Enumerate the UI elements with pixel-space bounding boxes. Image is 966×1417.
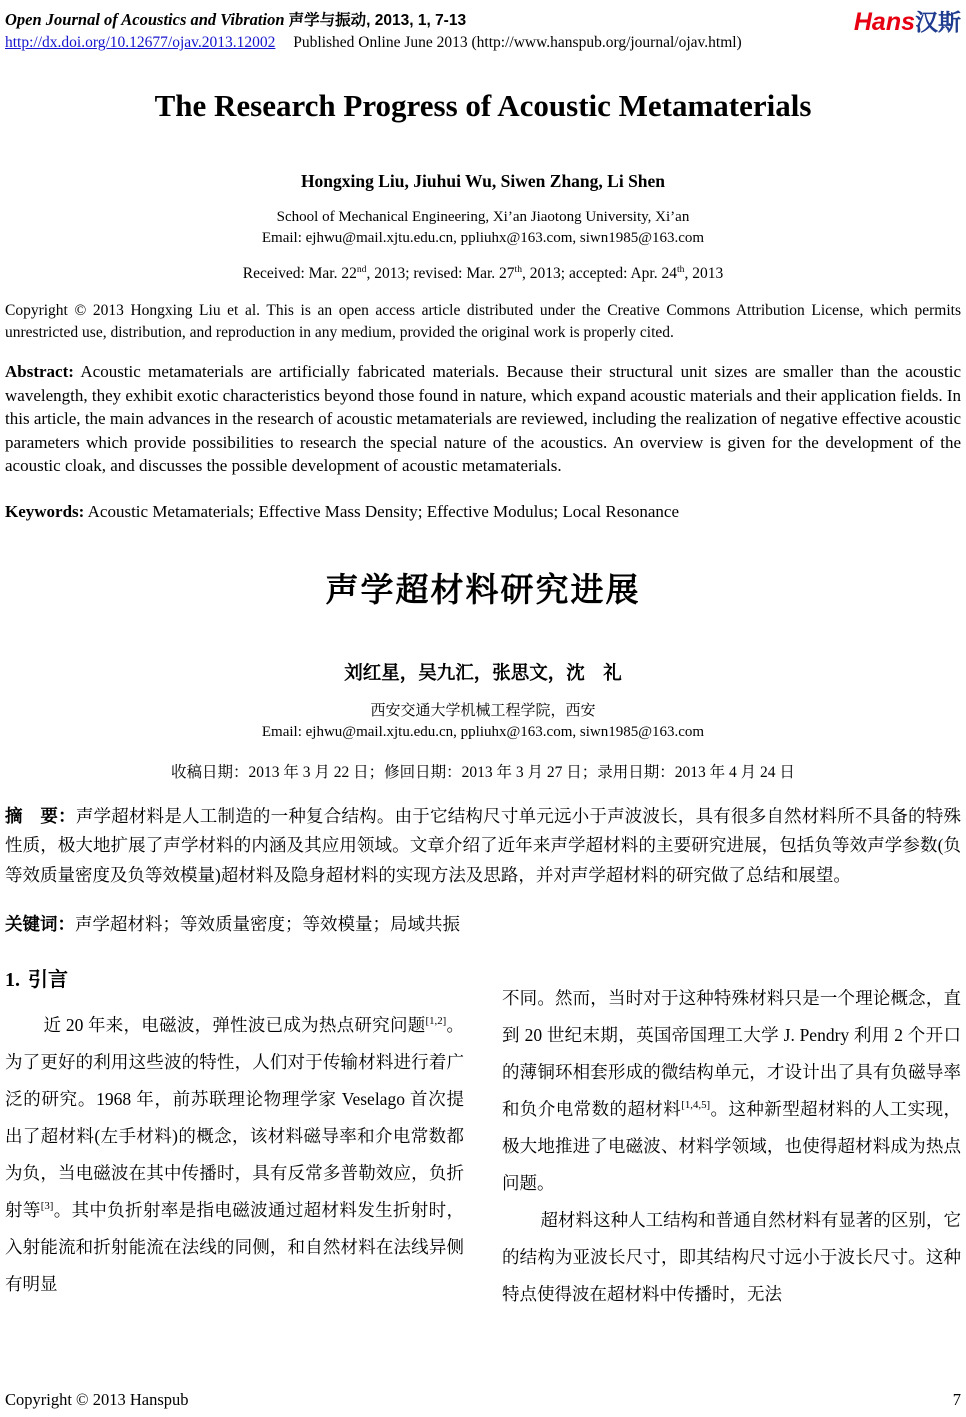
affiliation-en: School of Mechanical Engineering, Xi’an Jiaotong University, Xi’an bbox=[276, 209, 690, 225]
section-1-number: 1. bbox=[5, 969, 20, 992]
left-column bbox=[5, 963, 464, 1313]
journal-line bbox=[5, 8, 742, 30]
received-dates-en: Received: Mar. 22nd, 2013; revised: Mar. 27th, 2013; accepted: Apr. 24th, 2013 bbox=[242, 263, 724, 282]
affiliation-block-cn bbox=[5, 701, 961, 744]
email-line-cn: Email: ejhwu@mail.xjtu.edu.cn, ppliuhx@163.com, siwn1985@163.com bbox=[261, 724, 705, 741]
abstract-text-cn: 声学超材料是人工制造的一种复合结构。由于它结构尺寸单元远小于声波波长，具有很多自然材料所不具备的特殊性质，极大地扩展了声学材料的内涵及其应用领域。文章介绍了近年来声学超材料的主要研究进展，包括负等效声学参数(负等效质量密度及负等效模量)超材料及隐身超材料的实现方法及思路，并对声学超材料的研究做了总结和展望。 bbox=[5, 805, 962, 885]
page-number: 7 bbox=[952, 1390, 961, 1409]
abstract-label-cn: 摘 要： bbox=[5, 805, 76, 826]
article-title-en: The Research Progress of Acoustic Metamaterials bbox=[154, 88, 812, 123]
affiliation-cn: 西安交通大学机械工程学院，西安 bbox=[370, 702, 596, 719]
keywords-text-cn: 声学超材料；等效质量密度；等效模量；局域共振 bbox=[75, 914, 460, 935]
abstract-en bbox=[5, 360, 961, 478]
section-1-heading bbox=[5, 963, 464, 992]
abstract-text: Acoustic metamaterials are artificially fabricated materials. Because their structural unit sizes are smaller than the acoustic wavelength, they exhibit exotic characteristics beyond those found in nature, which expand acoustic materials and their application fields. In this article, the main advances in the research of acoustic metamaterials are reviewed, including the realization of negative effective acoustic parameters which provide possibilities to research the special nature of the acoustics. An overview is given for the development of the acoustic cloak, and discusses the possible development of acoustic metamaterials. bbox=[5, 362, 961, 476]
hans-publisher-logo bbox=[854, 8, 961, 35]
page-footer bbox=[5, 1390, 961, 1410]
keywords-cn bbox=[5, 911, 961, 936]
abstract-cn bbox=[5, 802, 961, 891]
authors-cn: 刘红星，吴九汇，张思文，沈 礼 bbox=[344, 663, 622, 684]
doi-link[interactable]: http://dx.doi.org/10.12677/ojav.2013.12002 bbox=[5, 34, 276, 51]
copyright-license-notice: Copyright © 2013 Hongxing Liu et al. This is an open access article distributed under the Creative Commons Attribution License, which permits unrestricted use, distribution, and reproduction in any medium, provided the original work is properly cited. bbox=[5, 302, 961, 341]
article-title-cn: 声学超材料研究进展 bbox=[325, 570, 641, 608]
received-dates-cn: 收稿日期：2013 年 3 月 22 日；修回日期：2013 年 3 月 27 日；录用日期：2013 年 4 月 24 日 bbox=[171, 763, 795, 781]
doi-line bbox=[5, 34, 742, 52]
email-line-en: Email: ejhwu@mail.xjtu.edu.cn, ppliuhx@163.com, siwn1985@163.com bbox=[261, 230, 705, 246]
two-column-body bbox=[5, 963, 961, 1313]
published-online-text: Published Online June 2013 (http://www.hanspub.org/journal/ojav.html) bbox=[293, 34, 742, 51]
intro-paragraph-right-2: 超材料这种人工结构和普通自然材料有显著的区别，它的结构为亚波长尺寸，即其结构尺寸远小于波长尺寸。这种特点使得波在超材料中传播时，无法 bbox=[502, 1210, 961, 1305]
keywords-text: Acoustic Metamaterials; Effective Mass Density; Effective Modulus; Local Resonance bbox=[84, 501, 680, 521]
keywords-en bbox=[5, 502, 961, 522]
right-column bbox=[502, 963, 961, 1313]
authors-en: Hongxing Liu, Jiuhui Wu, Siwen Zhang, Li Shen bbox=[300, 171, 666, 191]
journal-issue-info: 声学与振动, 2013, 1, 7-13 bbox=[288, 12, 467, 29]
page-header bbox=[5, 8, 961, 52]
keywords-label: Keywords: bbox=[5, 501, 85, 521]
affiliation-block-en bbox=[5, 207, 961, 249]
intro-paragraph-left: 近 20 年来，电磁波，弹性波已成为热点研究问题[1,2]。为了更好的利用这些波的特性，人们对于传输材料进行着广泛的研究。1968 年，前苏联理论物理学家 Veselago 首次提出了超材料(左手材料)的概念，该材料磁导率和介电常数都为负，当电磁波在其中传播时，具有反常多普勒效应，负折射等[3]。其中负折射率是指电磁波通过超材料发生折射时，入射能流和折射能流在法线的同侧，和自然材料在法线异侧有明显 bbox=[5, 1015, 465, 1295]
abstract-label: Abstract: bbox=[5, 362, 74, 381]
keywords-label-cn: 关键词： bbox=[5, 914, 75, 935]
intro-paragraph-right-1: 不同。然而，当时对于这种特殊材料只是一个理论概念，直到 20 世纪末期，英国帝国理工大学 J. Pendry 利用 2 个开口的薄铜环相套形成的微结构单元，才设计出了具有负磁导率和负介电常数的超材料[1,4,5]。这种新型超材料的人工实现，极大地推进了电磁波、材料学领域，也使得超材料成为热点问题。 bbox=[502, 988, 962, 1194]
footer-copyright: Copyright © 2013 Hanspub bbox=[5, 1390, 189, 1409]
section-1-title: 引言 bbox=[28, 969, 68, 992]
logo-text-hans: Hans bbox=[853, 8, 915, 36]
journal-title: Open Journal of Acoustics and Vibration bbox=[5, 10, 285, 29]
logo-text-hansi-cn: 汉斯 bbox=[915, 9, 961, 35]
header-left bbox=[5, 8, 742, 52]
